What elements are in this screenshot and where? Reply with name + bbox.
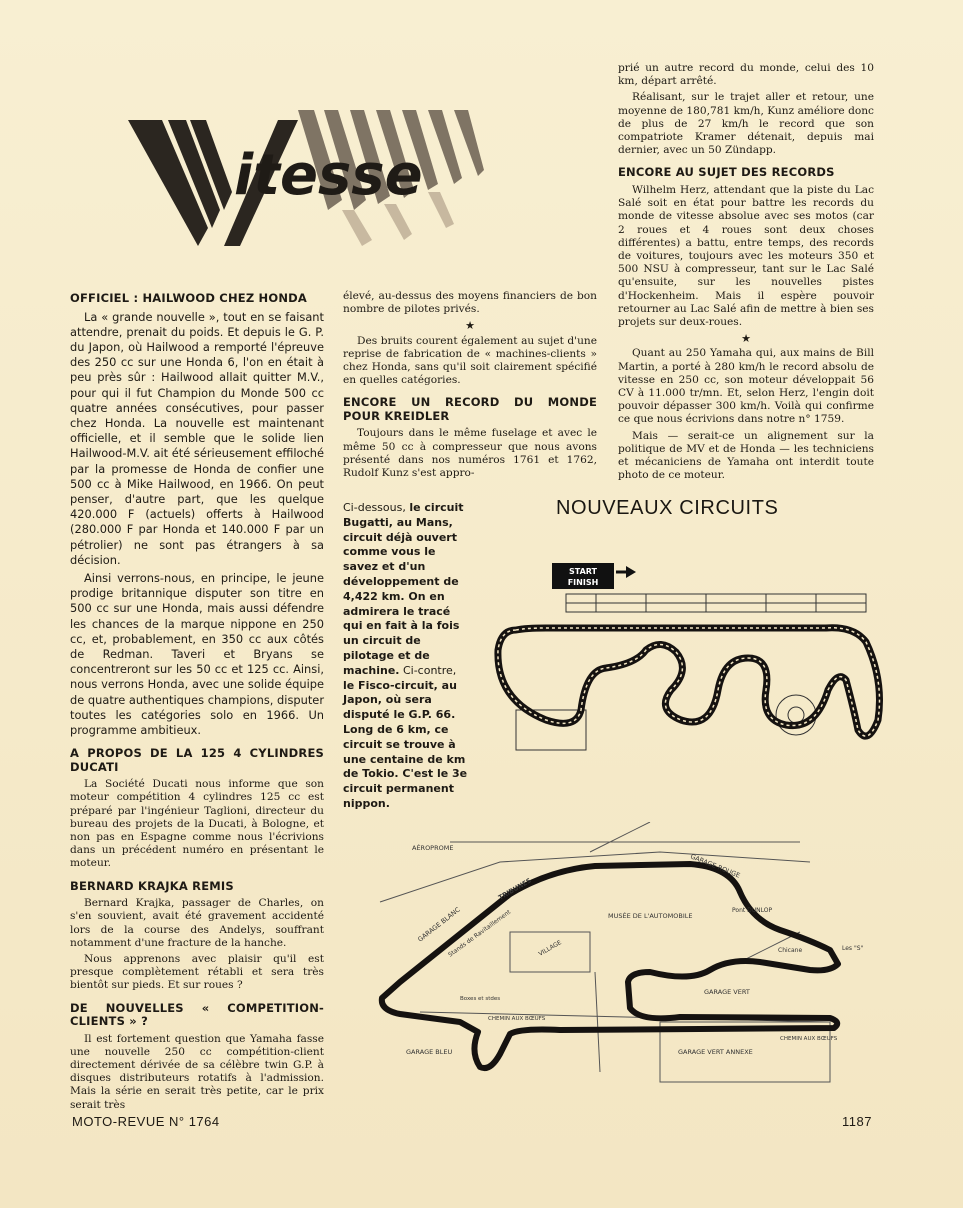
finish-label: FINISH [567, 578, 599, 587]
map-label: CHEMIN AUX BŒUFS [488, 1016, 546, 1022]
map-label: AÉROPROME [412, 844, 454, 852]
map-label: GARAGE ROUGE [689, 852, 742, 880]
map-label: VILLAGE [537, 939, 563, 958]
bugatti-track [382, 864, 838, 1068]
map-label: GARAGE BLANC [416, 905, 462, 944]
paragraph: Bernard Krajka, passager de Charles, on s'en souvient, avait été gravement accidenté lors de la course des Andelys, souffrant notamment d'une fracture de la hanche. [70, 897, 324, 949]
heading-krajka: BERNARD KRAJKA REMIS [70, 878, 234, 893]
paragraph: Des bruits courent également au sujet d'une reprise de fabrication de « machines-clients » chez Honda, sans qu'il soit clairement spécifié en quelles catégories. [343, 334, 597, 387]
paragraph: Wilhelm Herz, attendant que la piste du Lac Salé soit en état pour battre les records du monde de vitesse absolue avec ses motos (car 2 roues et 4 roues sont deux choses différentes) a battu, entre temps, des records de voitures, toujours avec les moteurs 350 et 500 NSU à compresseur, tant sur le Lac Salé qu'ensuite, sur les nouvelles pistes d'Hockenheim. Mais il espère pouvoir retourner au Lac Salé afin de mettre à bien ses projets sur deux-roues. [618, 183, 874, 328]
star-separator: ★ [741, 332, 751, 346]
paragraph: élevé, au-dessus des moyens financiers de bon nombre de pilotes privés. [343, 290, 597, 316]
map-label: GARAGE VERT ANNEXE [678, 1048, 753, 1056]
map-label: Les "S" [842, 945, 864, 952]
column-middle [343, 290, 597, 483]
map-label: Pont DUNLOP [732, 907, 773, 914]
paragraph: Il est fortement question que Yamaha fasse une nouvelle 250 cc compétition-client directement dérivée de sa célèbre twin G.P. à disques distributeurs rotatifs à l'admission. Mais la série en serait très petite, car le prix serait très [70, 1032, 324, 1111]
page-number: 1187 [842, 1114, 872, 1129]
map-label: CHEMIN AUX BŒUFS [780, 1036, 838, 1042]
star-separator: ★ [465, 319, 475, 333]
map-label: MUSÉE DE L'AUTOMOBILE [608, 912, 693, 920]
map-label: TRIBUNES [497, 876, 533, 902]
footer-issue: MOTO-REVUE N° 1764 [72, 1114, 220, 1129]
paragraph: Nous apprenons avec plaisir qu'il est presque complètement rétabli et sera très bientôt sur pieds. Et sur roues ? [70, 952, 324, 992]
heading-kreidler: ENCORE UN RECORD DU MONDE POUR KREIDLER [343, 395, 597, 423]
paragraph: Toujours dans le même fuselage et avec le même 50 cc à compresseur que nous avons présenté dans nos numéros 1761 et 1762, Rudolf Kunz s'est appro- [343, 427, 597, 480]
bugatti-circuit-map [360, 822, 880, 1088]
map-label: Chicane [778, 947, 803, 954]
circuits-caption: Ci-dessous, le circuit Bugatti, au Mans, circuit déjà ouvert comme vous le savez et d'un développement de 4,422 km. On en admirera le tracé qui en fait à la fois un circuit de pilotage et de machine. Ci-contre, le Fisco-circuit, au Japon, où sera disputé le G.P. 66. Long de 6 km, ce circuit se trouve à une centaine de km de Tokio. C'est le 3e circuit permanent nippon. [343, 501, 468, 810]
arrow-icon [626, 566, 636, 578]
heading-hailwood: OFFICIEL : HAILWOOD CHEZ HONDA [70, 291, 308, 305]
heading-records: ENCORE AU SUJET DES RECORDS [618, 165, 835, 180]
paragraph: Ainsi verrons-nous, en principe, le jeune prodige britannique disputer son titre en 500 cc sur une Honda, mais aussi défendre les chances de la marque nippone en 250 cc, et, probablement, en 350 cc aux côtés de Redman. Taveri et Bryans se concentreront sur les 50 cc et 125 cc. Ainsi, nous verrons Honda, avec une solide équipe de quatre authentiques champions, disputer toutes les catégories solo en 1966. Un programme ambitieux. [70, 570, 324, 737]
paragraph: La Société Ducati nous informe que son moteur compétition 4 cylindres 125 cc est préparé par l'ingénieur Taglioni, directeur du bureau des projets de la Ducati, à Bologne, et non pas en Espagne comme nous l'écrivions dans un précédent numéro en présentant le moteur. [70, 778, 324, 870]
paragraph: prié un autre record du monde, celui des 10 km, départ arrêté. [618, 62, 874, 88]
circuits-title: NOUVEAUX CIRCUITS [556, 497, 779, 519]
column-left [70, 290, 324, 1115]
column-right [618, 62, 874, 485]
paragraph: Mais — serait-ce un alignement sur la politique de MV et de Honda — les techniciens et mécaniciens de Yamaha ont interdit toute photo de ce moteur. [618, 429, 874, 482]
fisco-track [498, 628, 880, 736]
map-label: Boxes et stdes [460, 996, 501, 1002]
paragraph: Réalisant, sur le trajet aller et retour, une moyenne de 180,781 km/h, Kunz améliore donc de plus de 27 km/h le record que son compatriote Kramer détenait, depuis mai dernier, avec un 50 Zündapp. [618, 91, 874, 157]
paragraph: Quant au 250 Yamaha qui, aux mains de Bill Martin, a porté à 280 km/h le record absolu de vitesse en 250 cc, son moteur développait 56 CV à 11.000 tr/mn. Et, selon Herz, l'engin doit pouvoir dépasser 300 km/h. Voilà qui confirme ce que nous écrivions dans notre n° 1759. [618, 347, 874, 426]
heading-ducati: A PROPOS DE LA 125 4 CYLINDRES DUCATI [70, 746, 324, 774]
heading-competition-clients: DE NOUVELLES « COMPETITION-CLIENTS » ? [70, 1000, 324, 1029]
map-label: Stands de Ravitaillement [447, 908, 513, 959]
map-label: GARAGE BLEU [406, 1048, 453, 1056]
map-label: GARAGE VERT [704, 988, 750, 996]
start-label: START [568, 567, 598, 576]
fisco-circuit-map [486, 560, 896, 768]
vitesse-logo [128, 100, 528, 250]
logo-text: itesse [234, 143, 423, 208]
paragraph: La « grande nouvelle », tout en se faisant attendre, prenait du poids. Et depuis le G. P. du Japon, où Hailwood a remporté l'épreuve des 250 cc sur une Honda 6, l'on en était à peu près sûr : Hailwood allait quitter M.V., pour qui il fut Champion du Monde 500 cc quatre années consécutives, pour passer chez Honda. La nouvelle est maintenant officielle, et il semble que le solide lien Hailwood-M.V. ait été sérieusement effiloché par la promesse de Honda de confier une 500 cc à Mike Hailwood, en 1966. On peut penser, d'autre part, que les quelque 420.000 F (actuels) offerts à Hailwood (280.000 F par Honda et 140.000 F par un pétrolier) ne sont pas étrangers à sa décision. [70, 309, 324, 567]
